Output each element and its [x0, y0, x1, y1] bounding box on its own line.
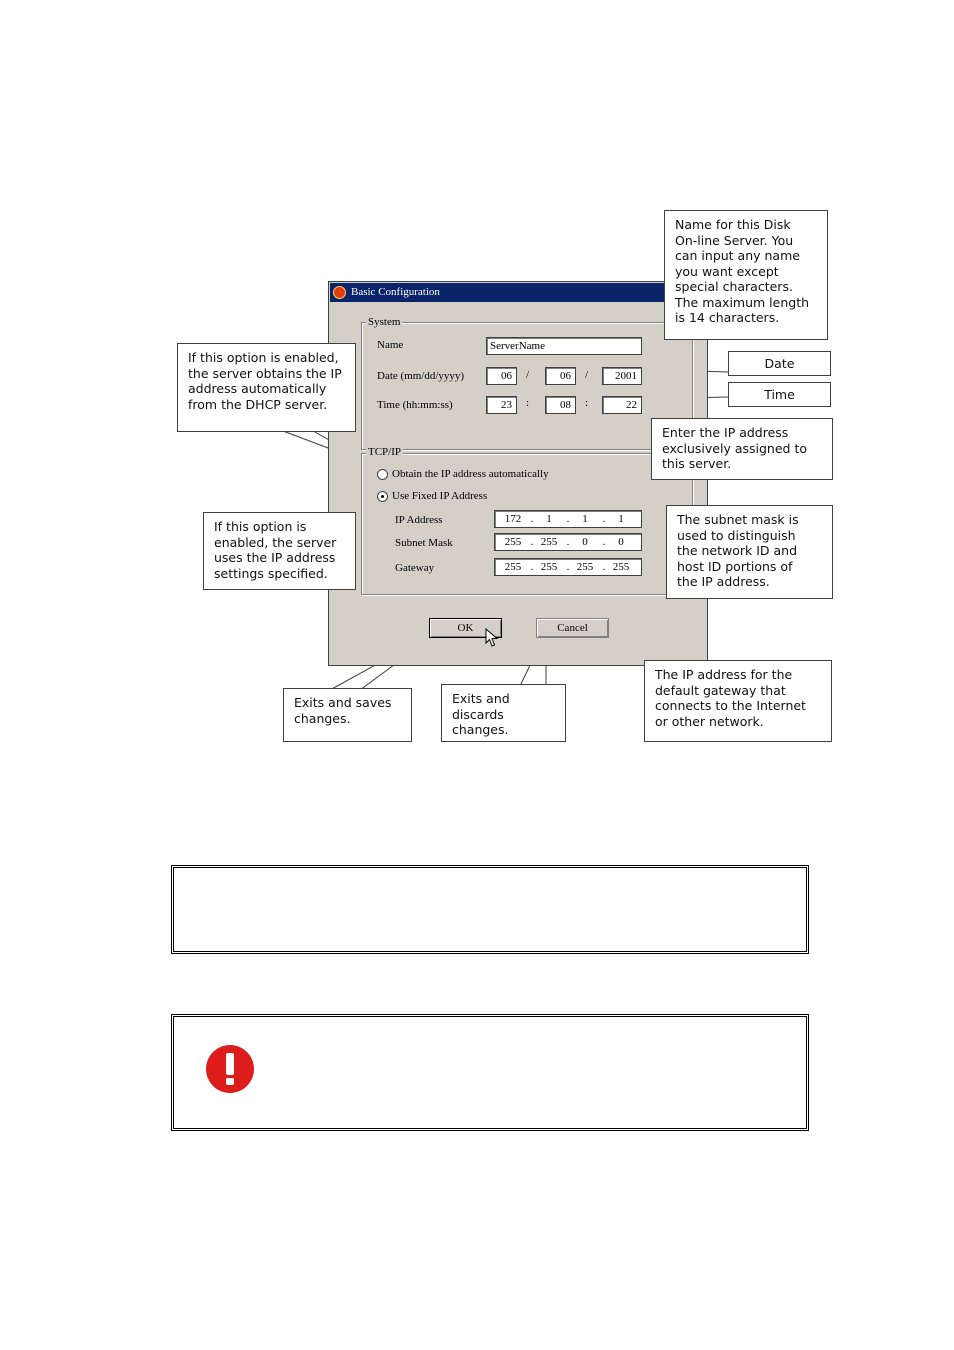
obtain-auto-radio[interactable]	[377, 469, 388, 480]
callout-name: Name for this Disk On-line Server. You can input any name you want except special characters. The maximum length is 14 characters.	[664, 210, 828, 340]
gateway-octet: 255	[540, 561, 558, 573]
callout-time: Time	[728, 382, 831, 407]
name-input[interactable]: ServerName	[486, 337, 642, 355]
time-hour-input[interactable]: 23	[486, 396, 517, 414]
gateway-octet: 255	[504, 561, 522, 573]
callout-fixed-ip: If this option is enabled, the server uses the IP address settings specified.	[203, 512, 356, 590]
name-label: Name	[377, 339, 404, 351]
ip-octet: 1	[546, 513, 552, 525]
ip-address-input[interactable]	[494, 510, 642, 528]
ip-dot: .	[566, 513, 570, 525]
callout-ok: Exits and saves changes.	[283, 688, 412, 742]
callout-date: Date	[728, 351, 831, 376]
dialog-title: Basic Configuration	[351, 286, 440, 298]
gateway-octet: 255	[576, 561, 594, 573]
time-separator: :	[585, 397, 589, 409]
gateway-octet: 255	[612, 561, 630, 573]
app-icon	[333, 286, 346, 299]
date-day-input[interactable]: 06	[545, 367, 576, 385]
warning-box	[171, 1014, 809, 1131]
mouse-cursor-icon	[485, 628, 499, 648]
gateway-label: Gateway	[395, 562, 435, 574]
date-month-input[interactable]: 06	[486, 367, 517, 385]
ip-dot: .	[566, 561, 570, 573]
mask-octet: 0	[618, 536, 624, 548]
ip-octet: 1	[618, 513, 624, 525]
fixed-ip-label[interactable]: Use Fixed IP Address	[392, 490, 488, 502]
subnet-mask-label: Subnet Mask	[395, 537, 453, 549]
mask-octet: 255	[504, 536, 522, 548]
time-separator: :	[526, 397, 530, 409]
cancel-button[interactable]: Cancel	[536, 618, 609, 638]
date-separator: /	[526, 369, 530, 381]
dialog-titlebar[interactable]	[330, 283, 706, 302]
ip-dot: .	[530, 561, 534, 573]
ip-dot: .	[566, 536, 570, 548]
callout-subnet-mask: The subnet mask is used to distinguish the network ID and host ID portions of the IP address.	[666, 505, 833, 599]
fixed-ip-radio[interactable]	[377, 491, 388, 502]
gateway-input[interactable]	[494, 558, 642, 576]
ip-address-label: IP Address	[395, 514, 443, 526]
ip-dot: .	[530, 536, 534, 548]
mask-octet: 0	[582, 536, 588, 548]
note-box	[171, 865, 809, 954]
date-label: Date (mm/dd/yyyy)	[377, 370, 465, 382]
ip-octet: 1	[582, 513, 588, 525]
mask-octet: 255	[540, 536, 558, 548]
time-label: Time (hh:mm:ss)	[377, 399, 453, 411]
ip-dot: .	[602, 513, 606, 525]
system-group-label: System	[368, 316, 401, 328]
time-second-input[interactable]: 22	[602, 396, 642, 414]
ip-octet: 172	[504, 513, 522, 525]
callout-dhcp: If this option is enabled, the server obtains the IP address automatically from the DHCP server.	[177, 343, 356, 432]
ip-dot: .	[602, 561, 606, 573]
obtain-auto-label[interactable]: Obtain the IP address automatically	[392, 468, 549, 480]
date-separator: /	[585, 369, 589, 381]
date-year-input[interactable]: 2001	[602, 367, 642, 385]
time-minute-input[interactable]: 08	[545, 396, 576, 414]
callout-gateway: The IP address for the default gateway that connects to the Internet or other network.	[644, 660, 832, 742]
ok-button[interactable]: OK	[429, 618, 502, 638]
exclamation-icon	[206, 1045, 254, 1093]
ip-dot: .	[530, 513, 534, 525]
callout-cancel: Exits and discards changes.	[441, 684, 566, 742]
ip-dot: .	[602, 536, 606, 548]
tcpip-group-label: TCP/IP	[368, 446, 402, 458]
subnet-mask-input[interactable]	[494, 533, 642, 551]
callout-ip-address: Enter the IP address exclusively assigned to this server.	[651, 418, 833, 480]
